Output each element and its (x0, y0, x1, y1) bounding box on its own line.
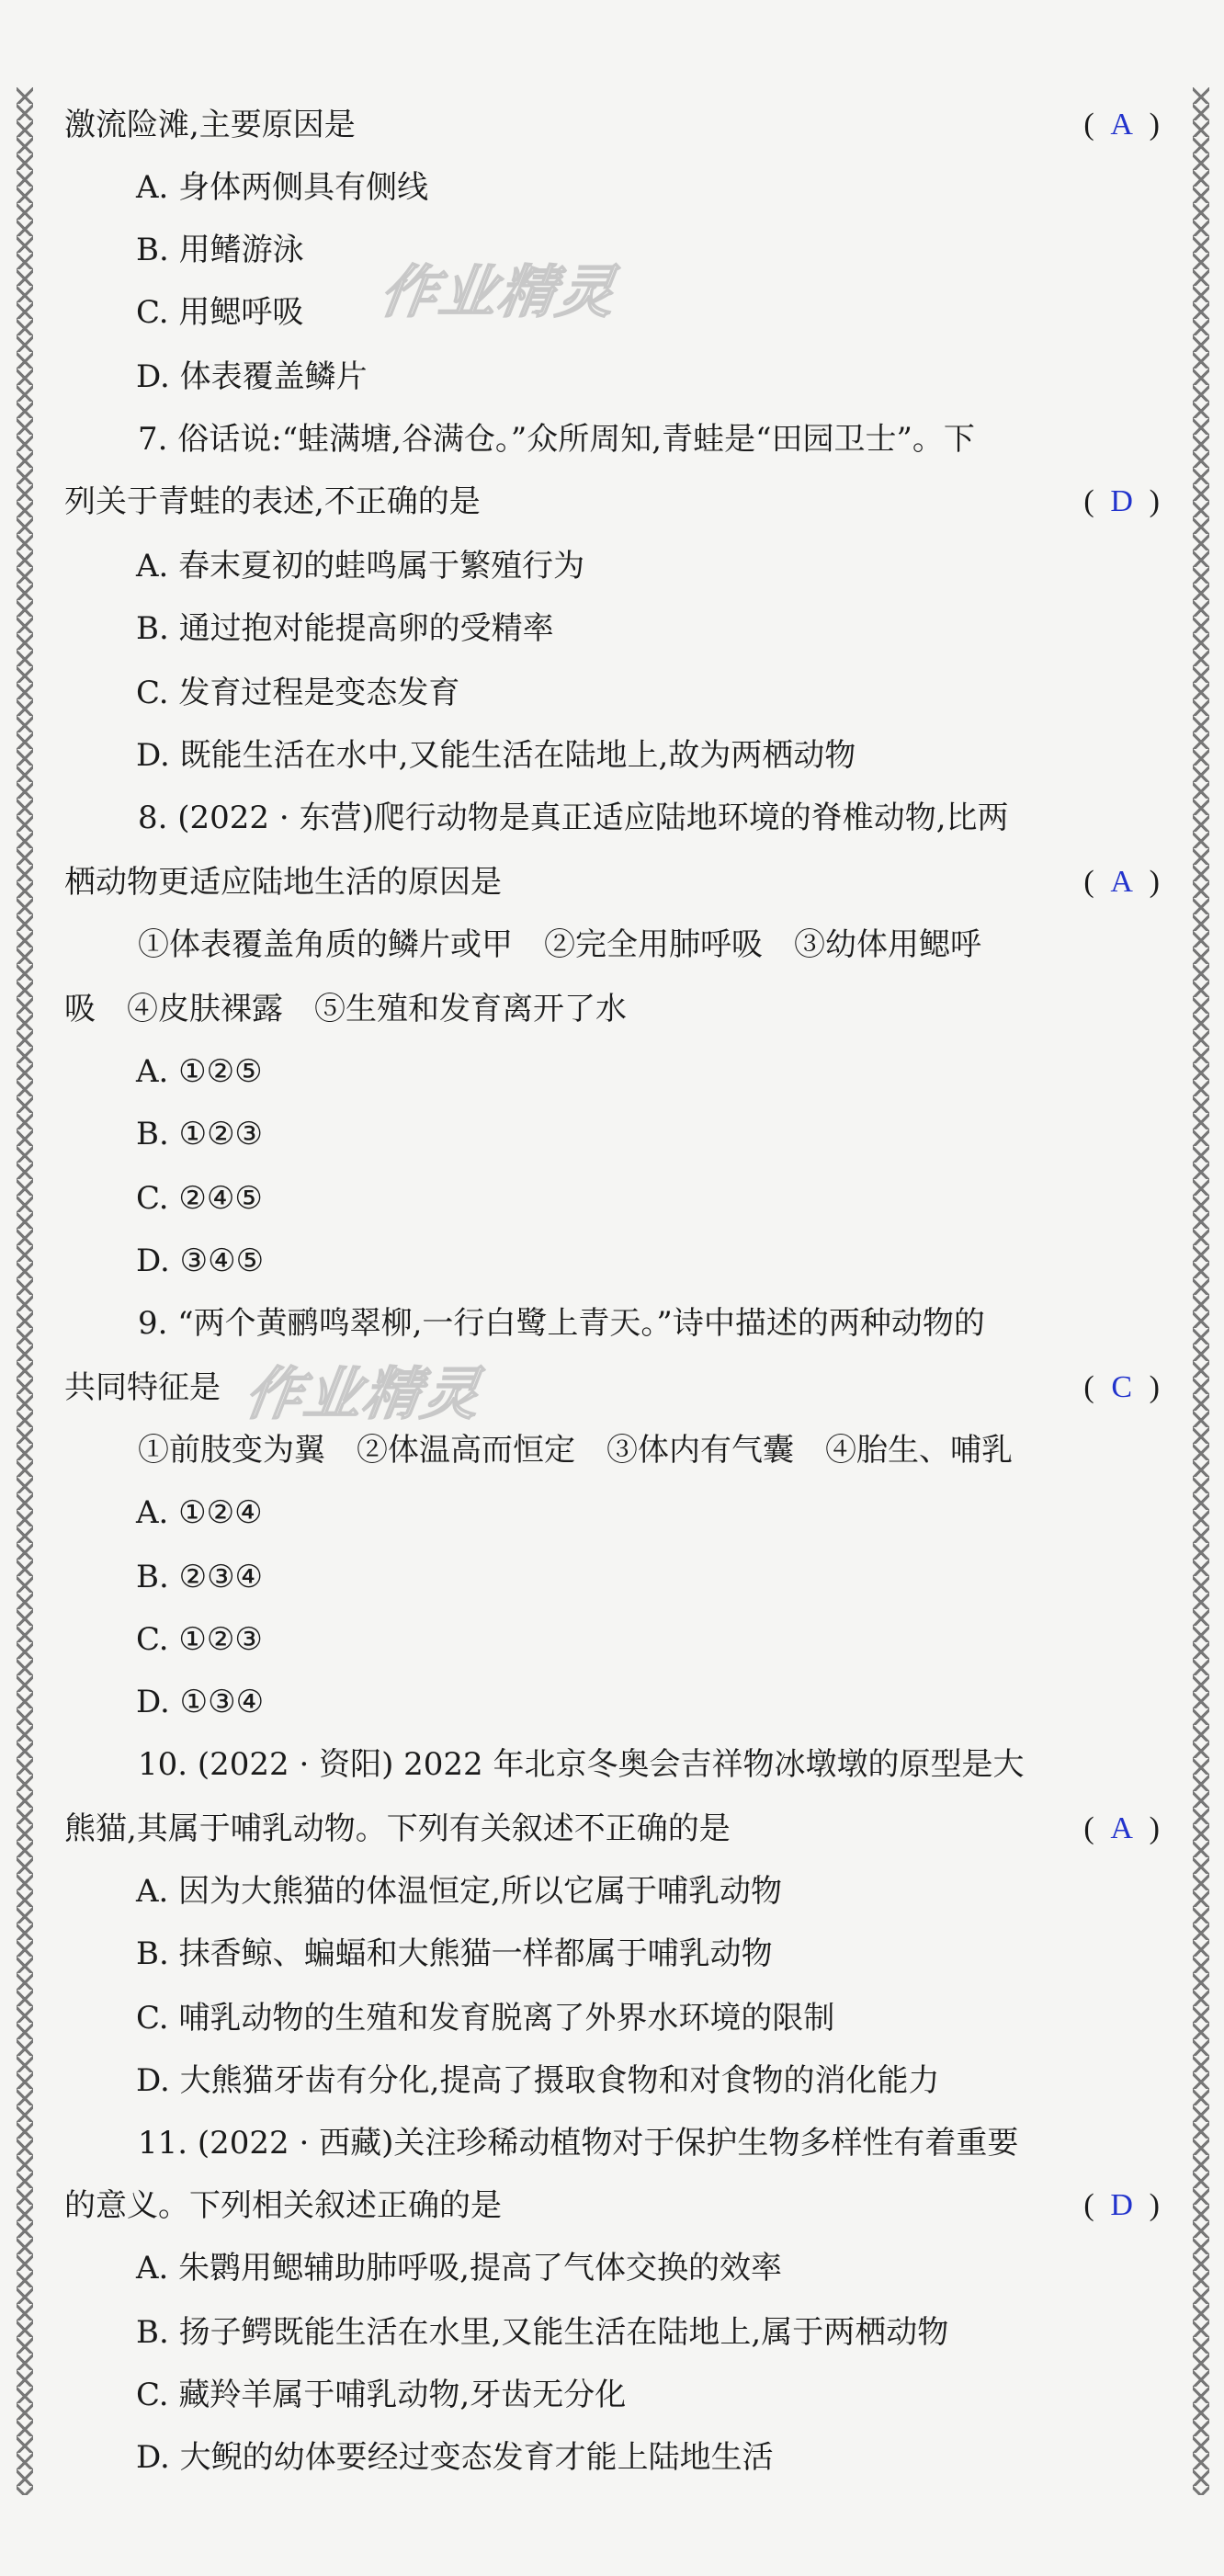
answer-option: D. 既能生活在水中,又能生活在陆地上,故为两栖动物 (136, 737, 856, 774)
question-text-line: ①前肢变为翼 ②体温高而恒定 ③体内有气囊 ④胎生、哺乳 (138, 1432, 1013, 1469)
answer-letter: D (1110, 2188, 1133, 2222)
answer-option: B. 通过抱对能提高卵的受精率 (136, 610, 554, 647)
answer-option: A. ①②⑤ (136, 1053, 263, 1090)
answer-option: C. 藏羚羊属于哺乳动物,牙齿无分化 (136, 2377, 627, 2413)
answer-option: C. 用鳃呼吸 (136, 294, 304, 331)
answer-option: B. ①②③ (136, 1116, 264, 1152)
question-text-line: 列关于青蛙的表述,不正确的是 (64, 483, 481, 520)
answer-option: C. 哺乳动物的生殖和发育脱离了外界水环境的限制 (136, 2000, 835, 2037)
answer-option: A. 因为大熊猫的体温恒定,所以它属于哺乳动物 (136, 1873, 782, 1910)
question-text-line: ①体表覆盖角质的鳞片或甲 ②完全用肺呼吸 ③幼体用鳃呼 (138, 926, 981, 963)
question-text-line: 吸 ④皮肤裸露 ⑤生殖和发育离开了水 (64, 991, 627, 1027)
answer-option: C. ①②③ (136, 1621, 263, 1658)
answer-bracket: ( A ) (1083, 865, 1160, 899)
answer-option: A. 朱鹮用鳃辅助肺呼吸,提高了气体交换的效率 (136, 2250, 782, 2287)
answer-option: D. ①③④ (136, 1684, 265, 1720)
answer-letter: D (1110, 484, 1133, 518)
question-text-line: 11. (2022 · 西藏)关注珍稀动植物对于保护生物多样性有着重要 (138, 2125, 1019, 2162)
question-text-line: 7. 俗话说:“蛙满塘,谷满仓。”众所周知,青蛙是“田园卫士”。下 (138, 421, 975, 458)
question-text-line: 10. (2022 · 资阳) 2022 年北京冬奥会吉祥物冰墩墩的原型是大 (138, 1746, 1025, 1783)
answer-bracket: ( A ) (1083, 1811, 1160, 1845)
answer-option: B. 扬子鳄既能生活在水里,又能生活在陆地上,属于两栖动物 (136, 2314, 949, 2351)
answer-letter: C (1111, 1370, 1133, 1404)
answer-option: A. ①②④ (136, 1494, 263, 1531)
question-text-line: 的意义。下列相关叙述正确的是 (64, 2187, 502, 2224)
question-text-line: 8. (2022 · 东营)爬行动物是真正适应陆地环境的脊椎动物,比两 (138, 800, 1009, 836)
answer-option: C. ②④⑤ (136, 1180, 263, 1217)
answer-option: D. 体表覆盖鳞片 (136, 358, 368, 395)
decorative-border-right (1193, 87, 1209, 2495)
answer-option: A. 春末夏初的蛙鸣属于繁殖行为 (136, 548, 585, 584)
answer-option: B. ②③④ (136, 1559, 264, 1595)
answer-option: D. ③④⑤ (136, 1243, 265, 1279)
answer-bracket: ( A ) (1083, 108, 1160, 142)
question-text-line: 激流险滩,主要原因是 (64, 107, 356, 143)
answer-option: B. 用鳍游泳 (136, 232, 304, 268)
answer-letter: A (1110, 108, 1133, 142)
answer-letter: A (1110, 1811, 1133, 1845)
watermark: 作业精灵 (241, 1360, 486, 1427)
answer-option: B. 抹香鲸、蝙蝠和大熊猫一样都属于哺乳动物 (136, 1935, 773, 1972)
answer-option: D. 大鲵的幼体要经过变态发育才能上陆地生活 (136, 2439, 774, 2476)
question-text-line: 熊猫,其属于哺乳动物。下列有关叙述不正确的是 (64, 1810, 731, 1847)
answer-option: A. 身体两侧具有侧线 (136, 169, 429, 206)
question-text-line: 共同特征是 (64, 1369, 221, 1406)
answer-option: C. 发育过程是变态发育 (136, 675, 460, 711)
answer-bracket: ( D ) (1083, 484, 1160, 518)
decorative-border-left (17, 87, 33, 2495)
answer-option: D. 大熊猫牙齿有分化,提高了摄取食物和对食物的消化能力 (136, 2062, 940, 2099)
watermark: 作业精灵 (376, 258, 621, 325)
question-text-line: 栖动物更适应陆地生活的原因是 (64, 864, 502, 901)
answer-letter: A (1110, 865, 1133, 899)
answer-bracket: ( D ) (1083, 2188, 1160, 2222)
answer-bracket: ( C ) (1083, 1370, 1160, 1404)
question-text-line: 9. “两个黄鹂鸣翠柳,一行白鹭上青天。”诗中描述的两种动物的 (138, 1305, 985, 1342)
